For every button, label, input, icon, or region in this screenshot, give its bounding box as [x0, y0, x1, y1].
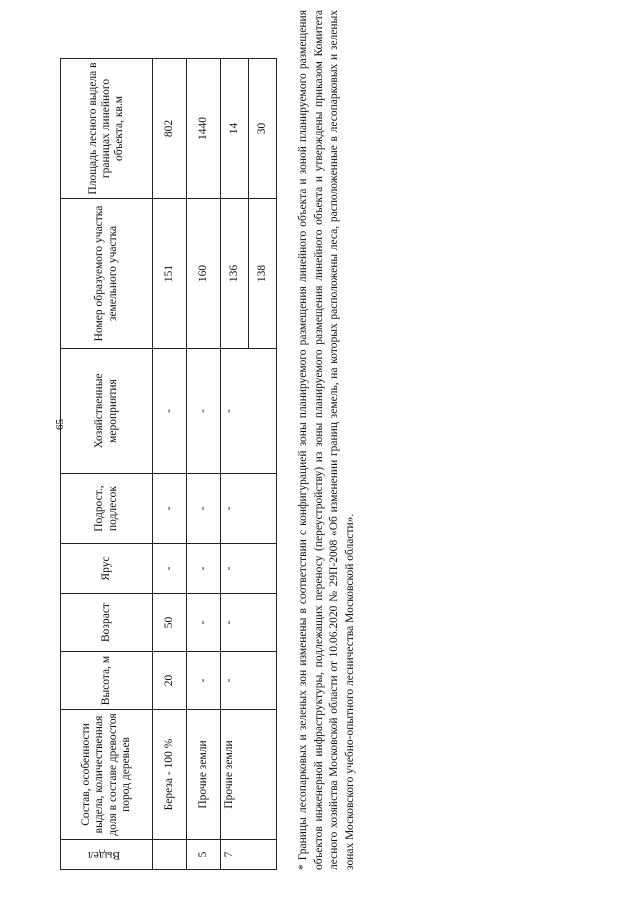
cell-vydel	[153, 840, 187, 870]
table-row	[153, 59, 187, 870]
cell-sostav: Прочие земли	[187, 710, 221, 840]
cell-vydel: 7	[221, 840, 277, 870]
header-podrost: Подрост., подлесок	[61, 474, 153, 544]
cell-area: 14	[221, 59, 249, 199]
header-plot: Номер образуемого участка земельного участка	[61, 199, 153, 349]
header-vydel: Выдел	[61, 840, 153, 870]
page-number: 65	[54, 419, 66, 430]
header-measures: Хозяйственные мероприятия	[61, 349, 153, 474]
cell-plot: 151	[153, 199, 187, 349]
header-sostav: Состав, особенности выдела, количественная доля в составе древостоя пород деревьев	[61, 710, 153, 840]
header-yarus: Ярус	[61, 544, 153, 594]
forest-table	[60, 58, 277, 870]
cell-age: -	[221, 594, 277, 652]
table-row	[221, 59, 249, 870]
header-height: Высота, м	[61, 652, 153, 710]
cell-sostav: Береза - 100 %	[153, 710, 187, 840]
cell-yarus: -	[153, 544, 187, 594]
cell-podrost: -	[153, 474, 187, 544]
cell-podrost: -	[187, 474, 221, 544]
cell-plot: 138	[249, 199, 277, 349]
header-row	[61, 59, 153, 870]
cell-vydel: 5	[187, 840, 221, 870]
cell-age: -	[187, 594, 221, 652]
cell-measures: -	[221, 349, 277, 474]
rotated-page-content	[60, 10, 390, 870]
footnote: * Границы лесопарковых и зеленых зон изменены в соответствии с конфигурацией зоны планируемого размещения линейного объекта и зоной планируемого размещения объектов инженерной инфраструктуры, подлежащих переносу (переустройству) из зоны планируемого размещения линейного объекта и утверждены приказом Комитета лесного хозяйства Московской области от 10.06.2020 № 29П-2008 «Об изменении границ земель, на которых расположены леса, расположенные в лесопарковых и зеленых зонах Московского учебно-опытного лесничества Московской области».	[297, 10, 356, 870]
table-row	[187, 59, 221, 870]
cell-plot: 136	[221, 199, 249, 349]
cell-area: 1440	[187, 59, 221, 199]
cell-area: 802	[153, 59, 187, 199]
cell-sostav: Прочие земли	[221, 710, 277, 840]
cell-area: 30	[249, 59, 277, 199]
cell-measures: -	[187, 349, 221, 474]
cell-height: -	[221, 652, 277, 710]
cell-plot: 160	[187, 199, 221, 349]
header-area: Площадь лесного выдела в границах линейного объекта, кв.м	[61, 59, 153, 199]
cell-height: 20	[153, 652, 187, 710]
cell-yarus: -	[187, 544, 221, 594]
header-age: Возраст	[61, 594, 153, 652]
cell-yarus: -	[221, 544, 277, 594]
cell-age: 50	[153, 594, 187, 652]
cell-measures: -	[153, 349, 187, 474]
cell-height: -	[187, 652, 221, 710]
cell-podrost: -	[221, 474, 277, 544]
